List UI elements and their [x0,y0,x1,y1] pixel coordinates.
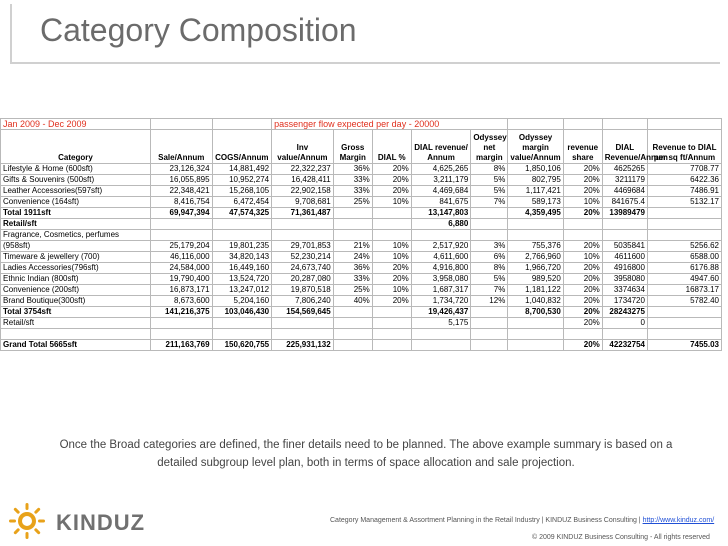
table-cell: 33% [333,175,372,186]
table-cell [333,219,372,230]
table-cell: 4611600 [602,252,647,263]
footer-link[interactable]: http://www.kinduz.com/ [642,517,715,524]
table-cell: 33% [333,186,372,197]
table-cell [150,230,212,241]
row-label: Timeware & jewellery (700) [1,252,151,263]
table-cell [471,340,508,351]
table-cell [471,329,508,340]
col-header-ody-net: Odyssey net margin [471,130,508,164]
table-cell: 20% [563,241,602,252]
table-cell: 10% [372,252,411,263]
table-cell: 19,426,437 [411,307,471,318]
table-cell: 8% [471,164,508,175]
table-row [1,307,722,318]
table-cell: 29,701,853 [272,241,334,252]
row-label: Brand Boutique(300sft) [1,296,151,307]
col-header-inv: Inv value/Annum [272,130,334,164]
table-cell [602,230,647,241]
table-cell [563,219,602,230]
table-cell [372,230,411,241]
col-header-rev-dial-sqft: Revenue to DIAL per sq ft/Annum [647,130,721,164]
table-cell: 3374634 [602,285,647,296]
table-cell: 20% [563,318,602,329]
table-cell: 69,947,394 [150,208,212,219]
table-cell: 8,673,600 [150,296,212,307]
table-cell [333,208,372,219]
table-cell [372,219,411,230]
logo-text: KINDUZ [56,510,146,535]
table-cell [647,219,721,230]
table-cell: 16,873,171 [150,285,212,296]
table-cell: 3211179 [602,175,647,186]
table-cell [333,340,372,351]
table-cell: 10% [372,285,411,296]
table-cell: 47,574,325 [212,208,272,219]
table-cell: 20,287,080 [272,274,334,285]
table-cell: 13989479 [602,208,647,219]
row-label: Ethnic Indian (800sft) [1,274,151,285]
table-cell [372,329,411,340]
table-cell [272,329,334,340]
table-cell [411,329,471,340]
table-cell: 6588.00 [647,252,721,263]
table-cell: 2,766,960 [508,252,563,263]
table-cell: 22,322,237 [272,164,334,175]
row-label: Gifts & Souvenirs (500sft) [1,175,151,186]
table-cell: 16,055,895 [150,175,212,186]
table-cell [647,208,721,219]
table-cell: 6% [471,252,508,263]
header [0,0,728,64]
table-cell [372,208,411,219]
table-cell: 1,117,421 [508,186,563,197]
table-cell: 1734720 [602,296,647,307]
table-cell [150,219,212,230]
data-table [0,118,722,351]
table-cell: 20% [563,296,602,307]
table-cell [508,340,563,351]
page-title: Category Composition [40,12,357,48]
row-label: Grand Total 5665sft [1,340,151,351]
table-cell: 13,147,803 [411,208,471,219]
table-cell: 10% [372,197,411,208]
table-row [1,329,722,340]
table-cell: 19,801,235 [212,241,272,252]
table-cell: 3% [471,241,508,252]
table-cell: 3,211,179 [411,175,471,186]
row-label: (958sft) [1,241,151,252]
table-cell: 0 [602,318,647,329]
table-cell: 16873.17 [647,285,721,296]
table-cell: 33% [333,274,372,285]
table-cell: 1,687,317 [411,285,471,296]
table-cell: 24% [333,252,372,263]
table-cell: 20% [563,164,602,175]
table-cell: 989,520 [508,274,563,285]
sun-logo-icon [8,502,46,540]
table-cell [372,318,411,329]
table-cell [471,208,508,219]
table-cell [150,329,212,340]
table-row [1,230,722,241]
table-cell: 36% [333,263,372,274]
table-cell: 5782.40 [647,296,721,307]
table-cell: 841675.4 [602,197,647,208]
table-cell: 4469684 [602,186,647,197]
table-cell: 7% [471,197,508,208]
table-cell: 20% [372,296,411,307]
table-cell [212,219,272,230]
table-cell: 20% [563,208,602,219]
period-label: Jan 2009 - Dec 2009 [1,119,151,130]
table-row [1,208,722,219]
table-cell: 6176.88 [647,263,721,274]
table-cell: 16,428,411 [272,175,334,186]
table-cell [471,219,508,230]
table-cell: 22,902,158 [272,186,334,197]
copyright: © 2009 KINDUZ Business Consulting - All rights reserved [532,534,710,541]
row-label [1,329,151,340]
table-cell: 141,216,375 [150,307,212,318]
table-cell: 5132.17 [647,197,721,208]
col-header-dial-revenue: DIAL Revenue/Annum [602,130,647,164]
table-cell [333,329,372,340]
table-cell [471,230,508,241]
table-cell: 20% [372,164,411,175]
table-cell [471,307,508,318]
col-header-dial-rev: DIAL revenue/ Annum [411,130,471,164]
table-cell [212,318,272,329]
table-cell: 10,952,274 [212,175,272,186]
table-cell [333,307,372,318]
table-cell: 10% [563,252,602,263]
table-row [1,175,722,186]
table-cell: 1,734,720 [411,296,471,307]
table-cell [471,318,508,329]
table-cell: 3,958,080 [411,274,471,285]
table-cell: 20% [372,186,411,197]
table-cell: 4,359,495 [508,208,563,219]
table-cell: 16,449,160 [212,263,272,274]
col-header-cogs: COGS/Annum [212,130,272,164]
table-cell [150,318,212,329]
table-cell [272,219,334,230]
table-cell: 1,181,122 [508,285,563,296]
table-cell: 7455.03 [647,340,721,351]
table-cell: 6,472,454 [212,197,272,208]
table-cell: 5% [471,274,508,285]
table-cell: 4625265 [602,164,647,175]
table-cell: 20% [372,274,411,285]
table-cell: 1,040,832 [508,296,563,307]
table-row [1,164,722,175]
table-cell [602,219,647,230]
table-cell: 225,931,132 [272,340,334,351]
table-cell: 36% [333,164,372,175]
table-row [1,340,722,351]
table-cell: 20% [563,186,602,197]
table-row [1,219,722,230]
table-cell: 4,625,265 [411,164,471,175]
table-row [1,274,722,285]
table-cell: 42232754 [602,340,647,351]
table-cell: 19,790,400 [150,274,212,285]
table-cell [411,230,471,241]
table-cell: 21% [333,241,372,252]
table-cell: 8,416,754 [150,197,212,208]
table-cell: 13,524,720 [212,274,272,285]
table-cell: 211,163,769 [150,340,212,351]
col-header-ody-margin: Odyssey margin value/Annum [508,130,563,164]
table-cell [602,329,647,340]
row-label: Leather Accessories(597sft) [1,186,151,197]
table-row [1,252,722,263]
row-label: Lifestyle & Home (600sft) [1,164,151,175]
table-cell: 20% [372,175,411,186]
row-label: Convenience (164sft) [1,197,151,208]
table-cell [272,318,334,329]
table-cell [508,329,563,340]
table-cell: 28243275 [602,307,647,318]
col-header-rev-share: revenue share [563,130,602,164]
row-label: Total 1911sft [1,208,151,219]
passenger-note: passenger flow expected per day - 20000 [272,119,508,130]
table-cell [508,219,563,230]
table-cell: 20% [563,263,602,274]
footer-text: Category Management & Assortment Planning in the Retail Industry | KINDUZ Business Consulting | [330,517,643,524]
table-row [1,296,722,307]
table-cell [508,230,563,241]
table-row [1,197,722,208]
table-cell [212,329,272,340]
table-cell: 25% [333,197,372,208]
row-label: Total 3754sft [1,307,151,318]
table-cell: 46,116,000 [150,252,212,263]
table-cell: 20% [563,175,602,186]
row-label: Fragrance, Cosmetics, perfumes [1,230,151,241]
table-cell: 10% [563,197,602,208]
row-label: Convenience (200sft) [1,285,151,296]
table-cell: 52,230,214 [272,252,334,263]
table-cell [212,230,272,241]
table-cell: 3958080 [602,274,647,285]
row-label: Retail/sft [1,318,151,329]
table-cell: 7,806,240 [272,296,334,307]
table-cell: 25% [333,285,372,296]
col-header-gm: Gross Margin [333,130,372,164]
table-cell: 755,376 [508,241,563,252]
kinduz-logo [8,502,158,540]
table-cell: 5,204,160 [212,296,272,307]
table-cell: 5256.62 [647,241,721,252]
table-cell [647,329,721,340]
table-cell: 34,820,143 [212,252,272,263]
table-cell: 20% [563,307,602,318]
table-cell: 4,611,600 [411,252,471,263]
table-cell [647,318,721,329]
table-cell: 22,348,421 [150,186,212,197]
table-cell [411,340,471,351]
table-row [1,285,722,296]
table-cell: 5% [471,175,508,186]
table-cell: 6,880 [411,219,471,230]
table-cell: 20% [563,340,602,351]
table-cell [372,307,411,318]
table-cell: 8% [471,263,508,274]
table-row [1,241,722,252]
table-cell: 40% [333,296,372,307]
table-cell [563,230,602,241]
table-cell: 12% [471,296,508,307]
table-cell: 802,795 [508,175,563,186]
table-cell: 5,175 [411,318,471,329]
table-cell: 4,469,684 [411,186,471,197]
table-row [1,318,722,329]
table-cell: 150,620,755 [212,340,272,351]
table-cell: 7708.77 [647,164,721,175]
table-row [1,263,722,274]
table-cell: 20% [563,285,602,296]
table-cell: 841,675 [411,197,471,208]
table-cell: 4916800 [602,263,647,274]
table-cell: 1,966,720 [508,263,563,274]
table-cell [372,340,411,351]
table-cell: 6422.36 [647,175,721,186]
table-cell [563,329,602,340]
footer-line-1 [330,517,714,524]
table-cell [333,318,372,329]
row-label: Retail/sft [1,219,151,230]
table-cell: 103,046,430 [212,307,272,318]
table-cell: 24,673,740 [272,263,334,274]
table-cell: 589,173 [508,197,563,208]
table-cell: 15,268,105 [212,186,272,197]
table-cell: 4,916,800 [411,263,471,274]
row-label: Ladies Accessories(796sft) [1,263,151,274]
table-cell: 9,708,681 [272,197,334,208]
col-header-category: Category [1,130,151,164]
col-header-sale: Sale/Annum [150,130,212,164]
col-header-dial-pct: DIAL % [372,130,411,164]
table-cell: 1,850,106 [508,164,563,175]
table-cell [647,307,721,318]
table-cell: 24,584,000 [150,263,212,274]
table-cell: 20% [372,263,411,274]
table-cell: 4947.60 [647,274,721,285]
table-cell [333,230,372,241]
table-cell: 8,700,530 [508,307,563,318]
table-cell: 23,126,324 [150,164,212,175]
table-cell: 2,517,920 [411,241,471,252]
table-cell: 7486.91 [647,186,721,197]
table-cell: 7% [471,285,508,296]
table-cell: 71,361,487 [272,208,334,219]
table-cell: 5035841 [602,241,647,252]
table-cell [647,230,721,241]
table-cell: 10% [372,241,411,252]
table-cell: 25,179,204 [150,241,212,252]
table-cell: 13,247,012 [212,285,272,296]
table-cell: 14,881,492 [212,164,272,175]
table-cell: 19,870,518 [272,285,334,296]
table-cell: 5% [471,186,508,197]
caption-text: Once the Broad categories are defined, the finer details need to be planned. The above example summary is based on a detailed subgroup level plan, both in terms of space allocation and sale projection. [59,439,673,469]
table-cell: 154,569,645 [272,307,334,318]
spreadsheet [0,118,722,386]
table-row [1,186,722,197]
table-cell [508,318,563,329]
table-cell: 20% [563,274,602,285]
table-cell [272,230,334,241]
